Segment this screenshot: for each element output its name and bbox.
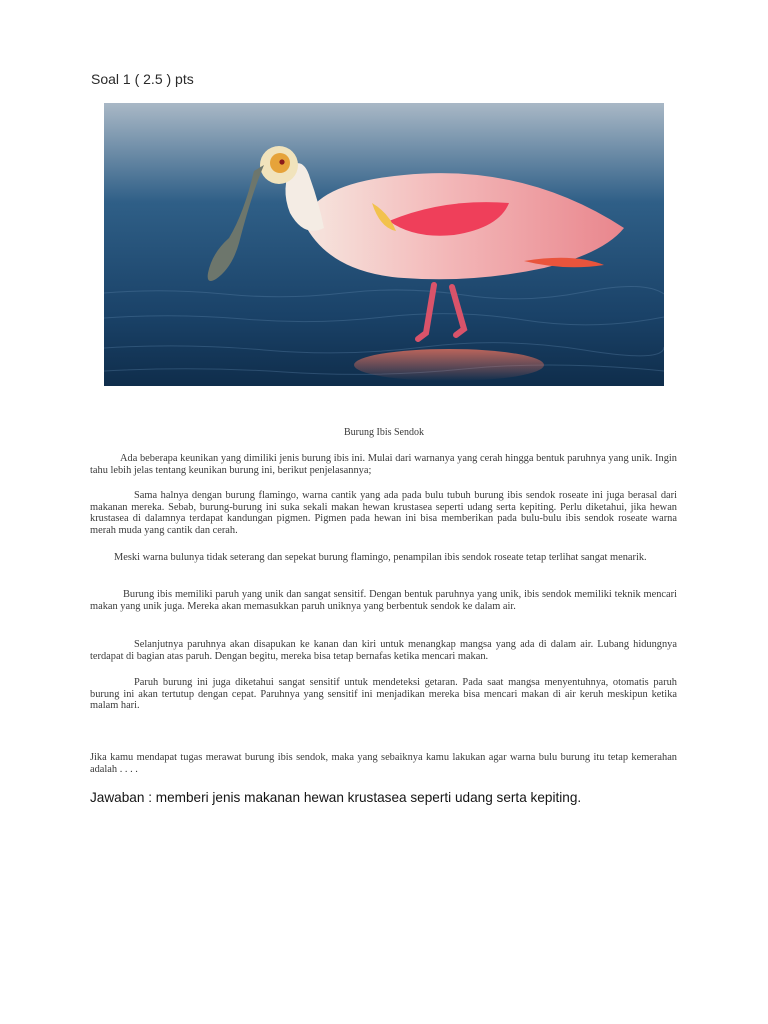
question-text: Jika kamu mendapat tugas merawat burung ibis sendok, maka yang sebaiknya kamu lakukan agar warna bulu burung itu tetap kemerahan adalah . . . . xyxy=(90,752,677,775)
question-heading: Soal 1 ( 2.5 ) pts xyxy=(91,71,194,87)
article-paragraph: Burung ibis memiliki paruh yang unik dan sangat sensitif. Dengan bentuk paruhnya yang unik, ibis sendok memiliki teknik mencari makan yang unik juga. Mereka akan memasukkan paruh uniknya yang berbentuk sendok ke dalam air. xyxy=(90,589,677,612)
article-paragraph: Selanjutnya paruhnya akan disapukan ke kanan dan kiri untuk menangkap mangsa yang ada di dalam air. Lubang hidungnya terdapat di bagian atas paruh. Dengan begitu, mereka bisa tetap bernafas ketika mencari makan. xyxy=(90,639,677,662)
article-title: Burung Ibis Sendok xyxy=(344,427,424,438)
article-paragraph: Meski warna bulunya tidak seterang dan sepekat burung flamingo, penampilan ibis sendok roseate tetap terlihat sangat menarik. xyxy=(114,552,647,563)
answer-text: Jawaban : memberi jenis makanan hewan krustasea seperti udang serta kepiting. xyxy=(90,790,582,805)
article-paragraph: Paruh burung ini juga diketahui sangat sensitif untuk mendeteksi getaran. Pada saat mangsa menyentuhnya, otomatis paruh burung ini akan tertutup dengan cepat. Paruhnya yang sensitif ini menjadikan mereka bisa mencari makan di air keruh meskipun ketika malam hari. xyxy=(90,677,677,711)
article-paragraph: Sama halnya dengan burung flamingo, warna cantik yang ada pada bulu tubuh burung ibis sendok roseate ini juga berasal dari makanan mereka. Sebab, burung-burung ini suka sekali makan hewan krustasea seperti udang serta kepiting. Perlu diketahui, jika hewan krustasea di dalamnya terdapat kandungan pigmen. Pigmen pada hewan ini bisa memberikan pada bulu-bulu ibis sendok roseate warna merah muda yang cantik dan cerah. xyxy=(90,490,677,536)
spoonbill-illustration xyxy=(104,103,664,386)
article-paragraph: Ada beberapa keunikan yang dimiliki jenis burung ibis ini. Mulai dari warnanya yang cerah hingga bentuk paruhnya yang unik. Ingin tahu lebih jelas tentang keunikan burung ini, berikut penjelasannya; xyxy=(90,453,677,476)
roseate-spoonbill-photo xyxy=(104,103,664,386)
